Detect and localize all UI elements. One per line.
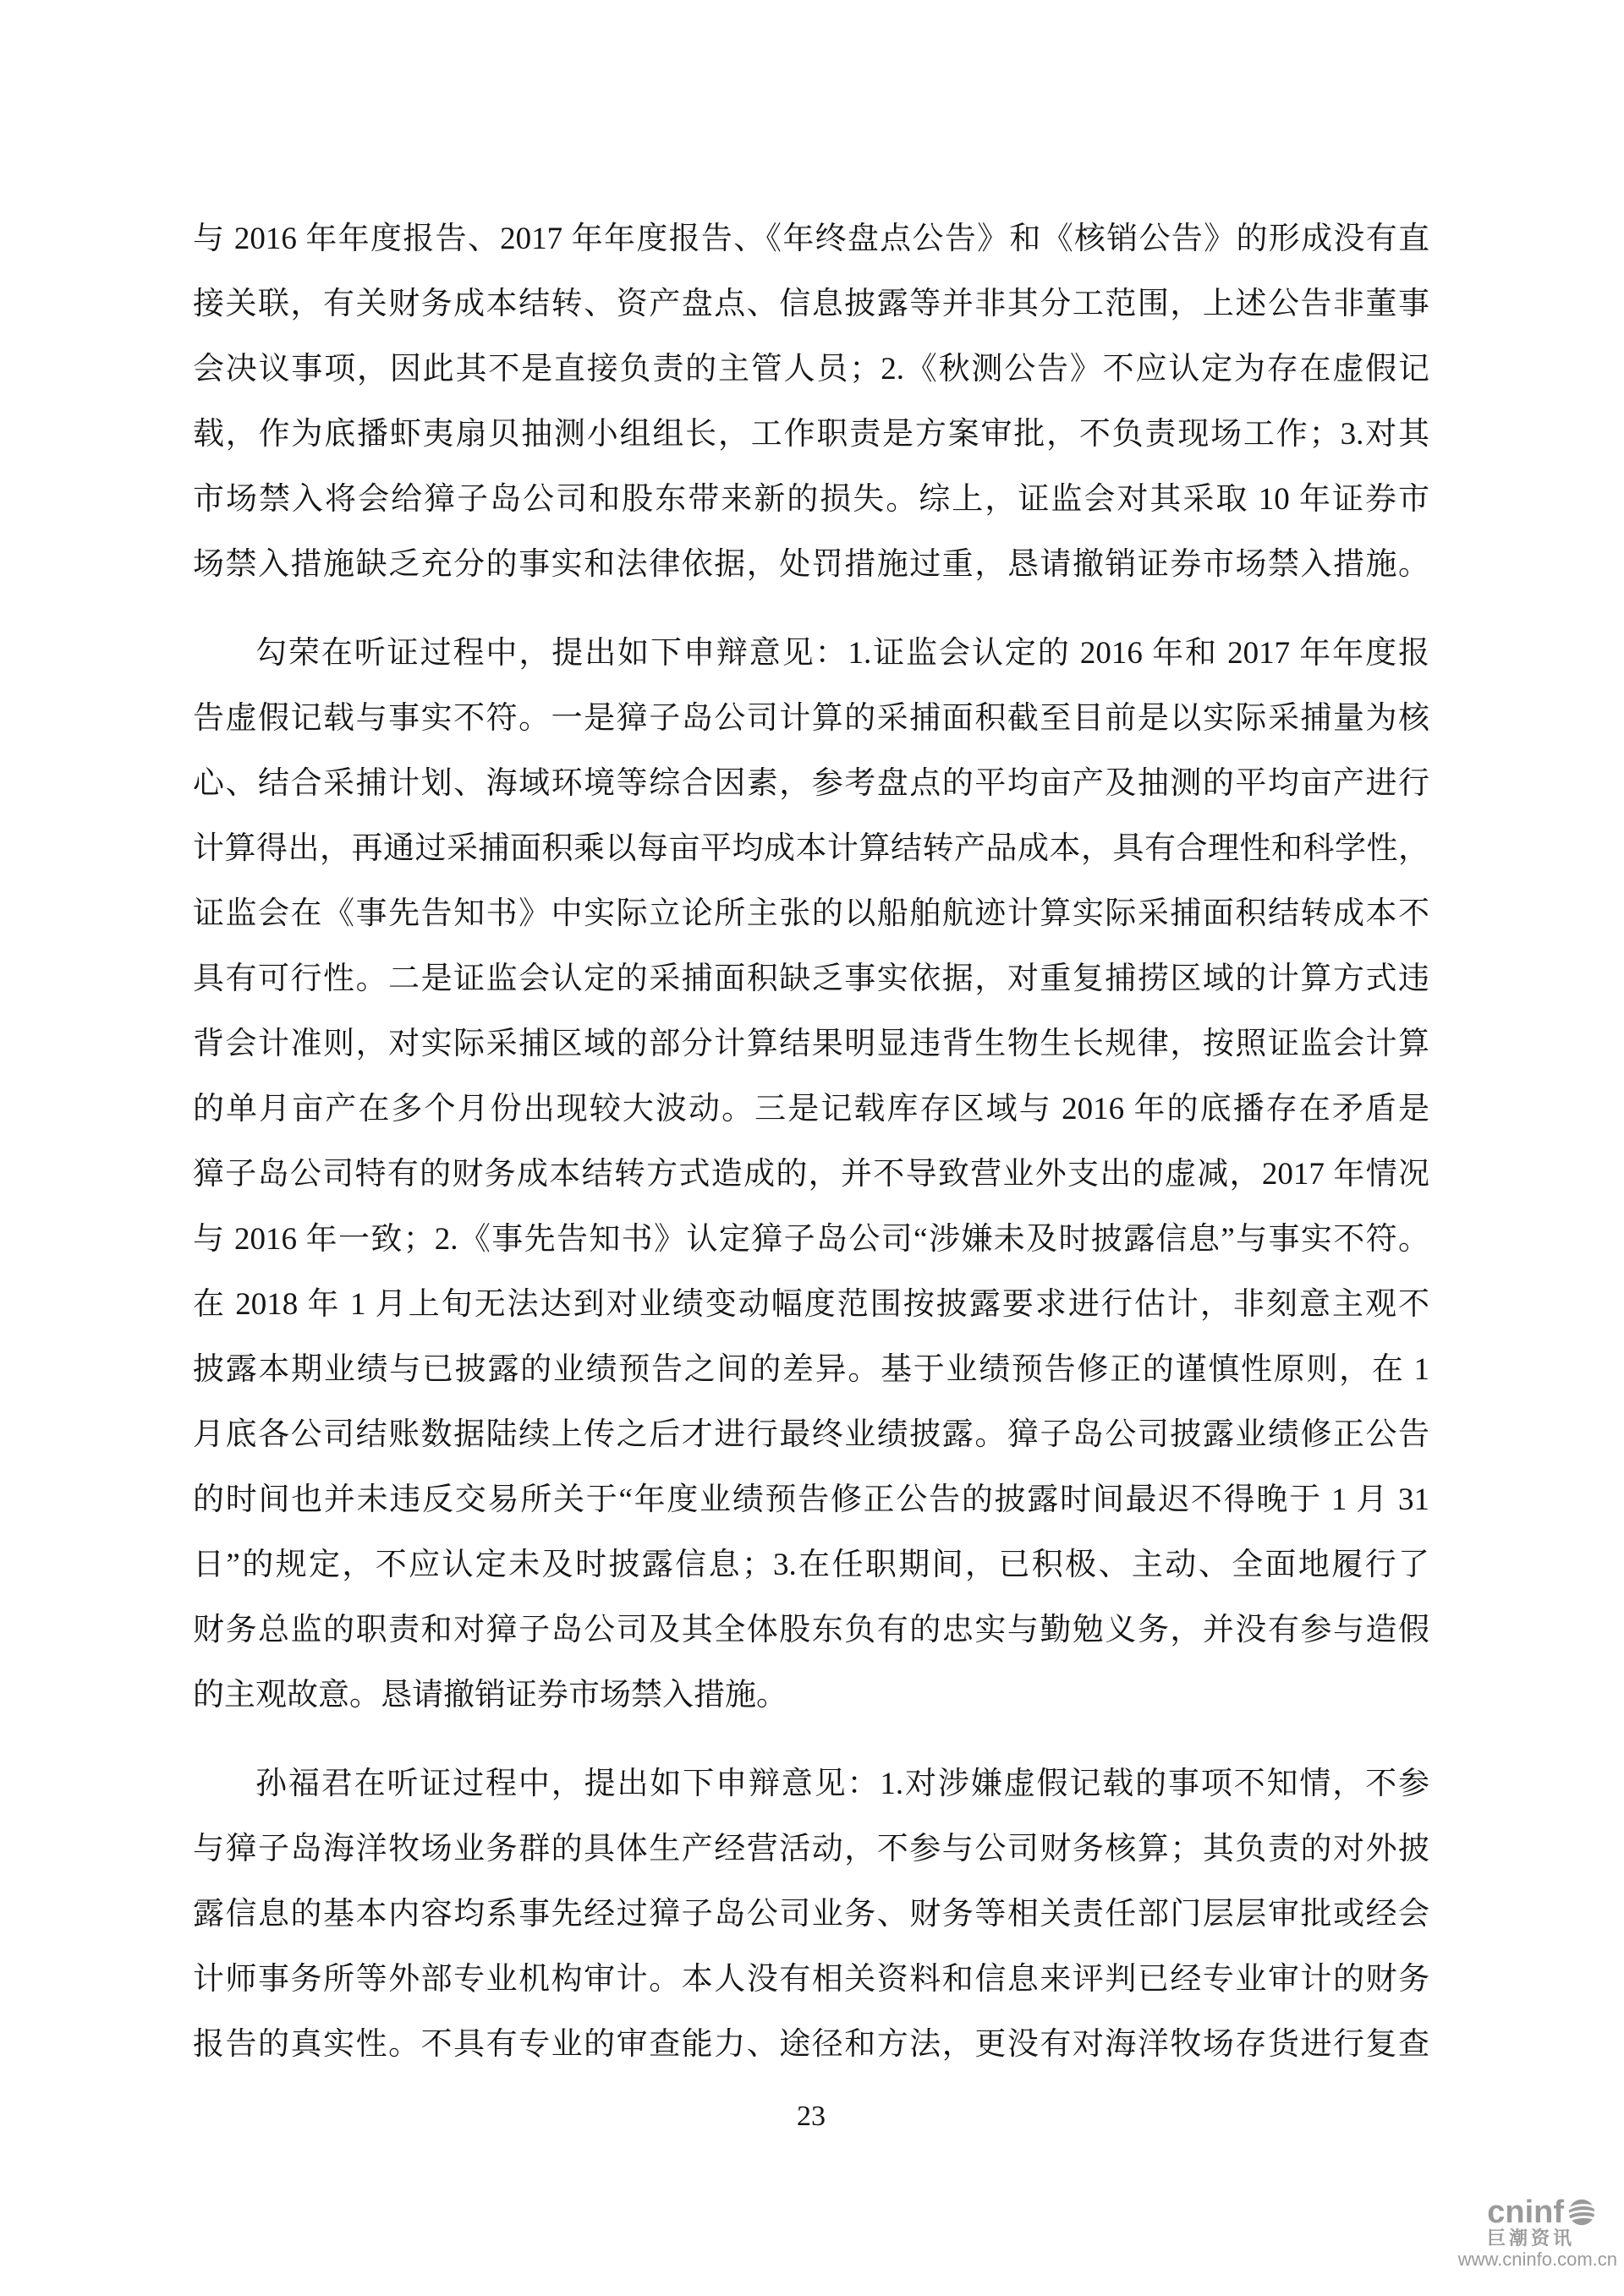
paragraph-gourong-defense: [193, 621, 1429, 1728]
text-line: 的主观故意。恳请撤销证券市场禁入措施。: [193, 1678, 787, 1712]
text-line: 的单月亩产在多个月份出现较大波动。三是记载库存区域与 2016 年的底播存在矛盾是: [193, 1092, 1429, 1126]
text-line: 证监会在《事先告知书》中实际立论所主张的以船舶航迹计算实际采捕面积结转成本不: [193, 896, 1429, 931]
text-line: 具有可行性。二是证监会认定的采捕面积缺乏事实依据，对重复捕捞区域的计算方式违: [193, 962, 1429, 996]
globe-icon: [1568, 2199, 1595, 2226]
document-body: [193, 206, 1429, 2077]
text-line: 会决议事项，因此其不是直接负责的主管人员；2.《秋测公告》不应认定为存在虚假记: [193, 352, 1429, 386]
text-line: 露信息的基本内容均系事先经过獐子岛公司业务、财务等相关责任部门层层审批或经会: [193, 1897, 1429, 1932]
cninfo-brand-text: cninf: [1487, 2195, 1564, 2230]
paragraph-sunfujun-defense: [193, 1751, 1429, 2077]
text-line: 市场禁入将会给獐子岛公司和股东带来新的损失。综上，证监会对其采取 10 年证券市: [193, 482, 1429, 517]
text-line: 财务总监的职责和对獐子岛公司及其全体股东负有的忠实与勤勉义务，并没有参与造假: [193, 1613, 1429, 1647]
text-line: 背会计准则，对实际采捕区域的部分计算结果明显违背生物生长规律，按照证监会计算: [193, 1027, 1429, 1061]
text-line: 与獐子岛海洋牧场业务群的具体生产经营活动，不参与公司财务核算；其负责的对外披: [193, 1832, 1429, 1866]
cninfo-chinese-name: 巨潮资讯: [1486, 2228, 1575, 2249]
page-number: 23: [797, 2101, 826, 2132]
text-line: 的时间也并未违反交易所关于“年度业绩预告修正公告的披露时间最迟不得晚于 1 月 31: [193, 1482, 1429, 1517]
paragraph-continuation: [193, 206, 1429, 597]
text-line: 孙福君在听证过程中，提出如下申辩意见：1.对涉嫌虚假记载的事项不知情，不参: [255, 1767, 1429, 1801]
text-line: 日”的规定，不应认定未及时披露信息；3.在任职期间，已积极、主动、全面地履行了: [193, 1548, 1429, 1582]
cninfo-logo: [1397, 2197, 1617, 2270]
text-line: 接关联，有关财务成本结转、资产盘点、信息披露等并非其分工范围，上述公告非董事: [193, 287, 1429, 321]
text-line: 计算得出，再通过采捕面积乘以每亩平均成本计算结转产品成本，具有合理性和科学性，: [193, 831, 1429, 866]
text-line: 勾荣在听证过程中，提出如下申辩意见：1.证监会认定的 2016 年和 2017 年年度报: [255, 636, 1429, 671]
text-line: 告虚假记载与事实不符。一是獐子岛公司计算的采捕面积截至目前是以实际采捕量为核: [193, 701, 1429, 736]
text-line: 与 2016 年一致；2.《事先告知书》认定獐子岛公司“涉嫌未及时披露信息”与事实不符。: [193, 1222, 1429, 1257]
text-line: 在 2018 年 1 月上旬无法达到对业绩变动幅度范围按披露要求进行估计，非刻意主观不: [193, 1287, 1429, 1322]
text-line: 计师事务所等外部专业机构审计。本人没有相关资料和信息来评判已经专业审计的财务: [193, 1962, 1429, 1997]
text-line: 月底各公司结账数据陆续上传之后才进行最终业绩披露。獐子岛公司披露业绩修正公告: [193, 1417, 1429, 1452]
text-line: 载，作为底播虾夷扇贝抽测小组组长，工作职责是方案审批，不负责现场工作；3.对其: [193, 417, 1429, 452]
text-line: 与 2016 年年度报告、2017 年年度报告、《年终盘点公告》和《核销公告》的形成没有直: [193, 222, 1429, 256]
text-line: 心、结合采捕计划、海域环境等综合因素，参考盘点的平均亩产及抽测的平均亩产进行: [193, 766, 1429, 801]
text-line: 场禁入措施缺乏充分的事实和法律依据，处罚措施过重，恳请撤销证券市场禁入措施。: [193, 547, 1429, 582]
cninfo-url: www.cninfo.com.cn: [1457, 2249, 1617, 2270]
text-line: 披露本期业绩与已披露的业绩预告之间的差异。基于业绩预告修正的谨慎性原则，在 1: [193, 1352, 1429, 1387]
text-line: 报告的真实性。不具有专业的审查能力、途径和方法，更没有对海洋牧场存货进行复查: [193, 2027, 1429, 2062]
cninfo-logo-brand-row: [1397, 2197, 1595, 2228]
text-line: 獐子岛公司特有的财务成本结转方式造成的，并不导致营业外支出的虚减，2017 年情况: [193, 1157, 1429, 1192]
